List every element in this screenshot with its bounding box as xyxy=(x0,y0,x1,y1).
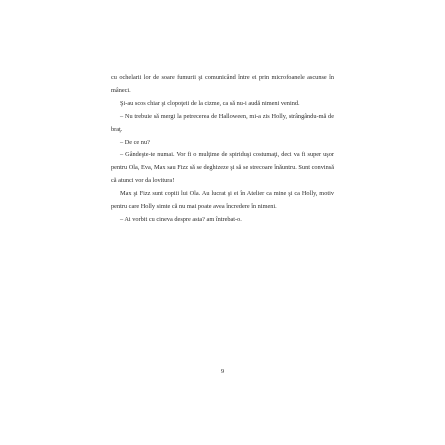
paragraph-5: – Gândeşte-te numai. Vor fi o mulţime de spiriduşi costumaţi, deci va fi super uşor pentru Ola, Eva, Max sau Fizz să se deghizeze şi să se strecoare înăuntru. Sunt convinsă că atunci vor da lovitura! xyxy=(111,151,334,185)
page-number: 9 xyxy=(220,368,225,375)
paragraph-1: cu ochelarii lor de soare fumurii şi comunicând între ei prin microfoanele ascunse în mâneci. xyxy=(111,74,334,94)
body-text xyxy=(111,72,334,227)
paragraph-2: Şi-au scos chiar şi clopoţeii de la cizme, ca să nu-i audă nimeni venind. xyxy=(120,99,300,107)
paragraph-4: – De ce nu? xyxy=(120,138,150,146)
paragraph-6: Max şi Fizz sunt copiii lui Ola. Au lucrat şi ei în Atelier ca mine şi ca Holly, motiv pentru care Holly simte că nu mai poate avea încredere în nimeni. xyxy=(111,190,334,211)
paragraph-7: – Ai vorbit cu cineva despre asta? am întrebat-o. xyxy=(120,215,242,223)
paragraph-3: – Nu trebuie să mergi la petrecerea de Halloween, mi-a zis Holly, strângându-mă de braţ. xyxy=(111,112,334,133)
